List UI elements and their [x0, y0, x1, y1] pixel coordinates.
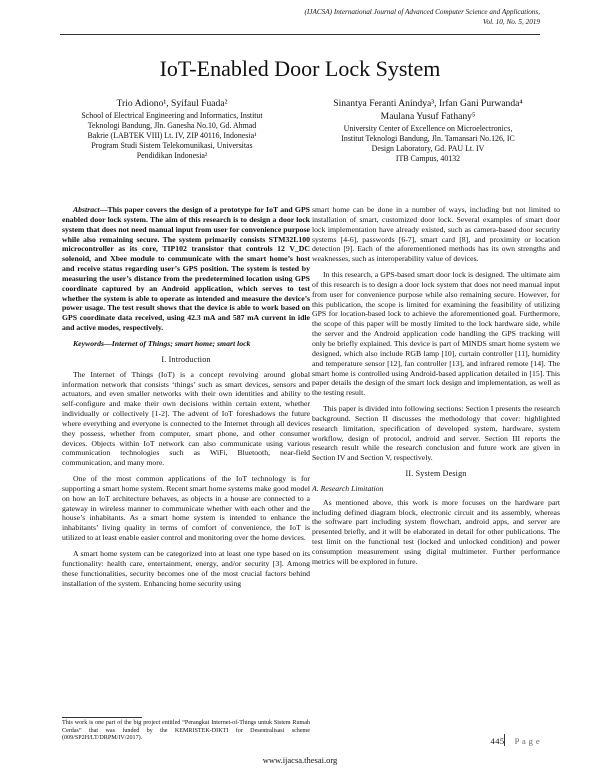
page-number: 445 [490, 736, 505, 746]
author-names: Trio Adiono¹, Syifaul Fuada² [116, 98, 228, 109]
body-paragraph: One of the most common applications of the IoT technology is for supporting a smart home system. Recent smart home systems make good model on how an IoT architecture behaves, as objects in a house are connected to a gateway in wireless manner to communicate whether with each other and the house’s inhabitants. As a smart home system is intended to enhance the inhabitants’ living quality in terms of comfort of convenience, the IoT is utilized to at least enable easier control and monitoring over the home devices. [62, 474, 310, 543]
header-divider [60, 34, 540, 35]
author-names: Maulana Yusuf Fathany⁵ [380, 111, 476, 122]
body-paragraph: As mentioned above, this work is more focuses on the hardware part including defined diagram block, electronic circuit and its assembly, whereas the software part including system flowchart, android apps, and server are presented briefly, and it will be elaborated in detail for other publications. The test limit on the functional test (locked and unlocked condition) and power consumption measurement using digital multimeter. Further performance metrics will be explored in future. [312, 497, 560, 566]
journal-website: www.ijacsa.thesai.org [262, 755, 338, 765]
keywords [62, 339, 310, 349]
affiliation-line: Design Laboratory, Gd. PAU Lt. IV [371, 144, 485, 153]
author-block-right [304, 98, 552, 164]
author-block-left [48, 98, 296, 161]
affiliation-line: Pendidikan Indonesia² [136, 151, 208, 160]
footnote-divider [62, 717, 142, 718]
journal-header [120, 8, 540, 27]
body-paragraph: A smart home system can be categorized into at least one type based on its functionality: health care, entertainment, energy, and/or security [3]. Among these functionalities, security becomes one of the most crucial factors behind installation of the system. Enhancing home security using [62, 549, 310, 588]
left-column [62, 205, 310, 594]
body-paragraph: In this research, a GPS-based smart door lock is designed. The ultimate aim of this research is to design a door lock system that does not need manual input from user for convenience purpose while also remaining secure. However, for this publication, the scope is limited for examining the feasibility of utilizing GPS for location-based lock to achieve the aforementioned goal. Furthermore, the scope of this paper will be mostly limited to the lock hardware side, while the server and the Android application code handling the GPS tracking will only be briefly explained. This device is part of MINDS smart home system we designed, which also include RGB lamp [10], curtain controller [11], humidity and temperature sensor [12], fan controller [13], and infrared remote [14]. The smart home is controlled using Android-based application detailed in [15]. This paper details the design of the smart lock design and implementation, as well as the testing result. [312, 270, 560, 398]
body-paragraph: The Internet of Things (IoT) is a concept revolving around global information network that consists ‘things’ such as smart devices, sensors and actuators, and even smaller networks with their own identities and ability to self-configure and make their own decisions within certain extent, whether individually or collectively [1-2]. The advent of IoT foreshadows the future where everything and everyone is connected to the Internet through all devices they possess, whether from computer, smart phone, and other consumer devices. Objects within IoT network can also communicate using various communication technologies such as WiFi, Bluetooth, near-field communication, and many more. [62, 369, 310, 468]
abstract [62, 205, 310, 333]
affiliation-line: Bakrie (LABTEK VIII) Lt. IV, ZIP 40116, Indonesia¹ [87, 131, 257, 140]
journal-volume: Vol. 10, No. 5, 2019 [482, 17, 540, 26]
page-number-block [491, 736, 540, 746]
funding-footnote: This work is one part of the big project entitled “Perangkat Internet-of-Things untuk Sistem Rumah Cerdas” that was funded by the KEMRISTEK-DIKTI for Desentralisasi scheme (009/SP2H/LT/DRPM/IV/2017). [62, 720, 310, 742]
author-names: Sinantya Feranti Anindya³, Irfan Gani Purwanda⁴ [333, 98, 523, 109]
right-column [312, 205, 560, 573]
keywords-label: Keywords [73, 338, 104, 348]
subsection-heading: A. Research Limitation [312, 483, 384, 493]
body-paragraph: smart home can be done in a number of ways, including but not limited to installation of smart, customized door lock. Several examples of smart door lock implementation have already existed, such as camera-based door security systems [4-6], passwords [6-7], smart card [8], and proximity or location detection [9]. Each of the aforementioned methods has its own strengths and weaknesses, such as interoperability value of devices. [312, 205, 560, 264]
page-number-divider [504, 734, 505, 746]
affiliation-line: Teknologi Bandung, Jln. Ganesha No.10, Gd. Ahmad [87, 121, 257, 130]
affiliation-line: School of Electrical Engineering and Informatics, Institut [81, 111, 263, 120]
section-heading: I. Introduction [161, 354, 211, 364]
affiliation-line: Program Studi Sistem Telekomunikasi, Universitas [91, 141, 253, 150]
affiliation-line: University Center of Excellence on Microelectronics, [343, 124, 513, 133]
abstract-text: —This paper covers the design of a prototype for IoT and GPS enabled door lock system. The aim of this research is to design a door lock system that does not need manual input from user for convenience purpose while also remaining secure. The system primarily consists STM32L100 microcontroller as its core, TIP102 transistor that controls 12 V_DC solenoid, and Xbee module to communicate with the smart home’s host and receive status regarding user’s GPS position. The system is tested by measuring the user’s distance from the predetermined location using GPS coordinate captured by an Android application, which serves to test whether the system is able to operate as intended and measure the device’s power usage. The test result shows that the device is able to work based on GPS coordinate data received, using 42.3 mA and 587 mA current in idle and active modes, respectively. [62, 205, 310, 333]
affiliation-line: Institut Teknologi Bandung, Jln. Tamansari No.126, IC [341, 134, 515, 143]
journal-name: (IJACSA) International Journal of Advanced Computer Science and Applications, [304, 8, 540, 16]
section-heading: II. System Design [405, 469, 467, 479]
paper-title: IoT-Enabled Door Lock System [159, 56, 441, 81]
body-paragraph: This paper is divided into following sections: Section I presents the research background. Section II discusses the methodology that cover: highlighted research limitation, specification of developed system, hardware, system workflow, design of protocol, android and server. Section III reports the research result while the research conclusion and future work are given in Section IV and Section V, respectively. [312, 404, 560, 463]
page-label: P a g e [514, 736, 540, 746]
abstract-label: Abstract [73, 205, 100, 214]
keywords-text: —Internet of Things; smart home; smart lock [104, 338, 251, 348]
affiliation-line: ITB Campus, 40132 [395, 154, 461, 163]
